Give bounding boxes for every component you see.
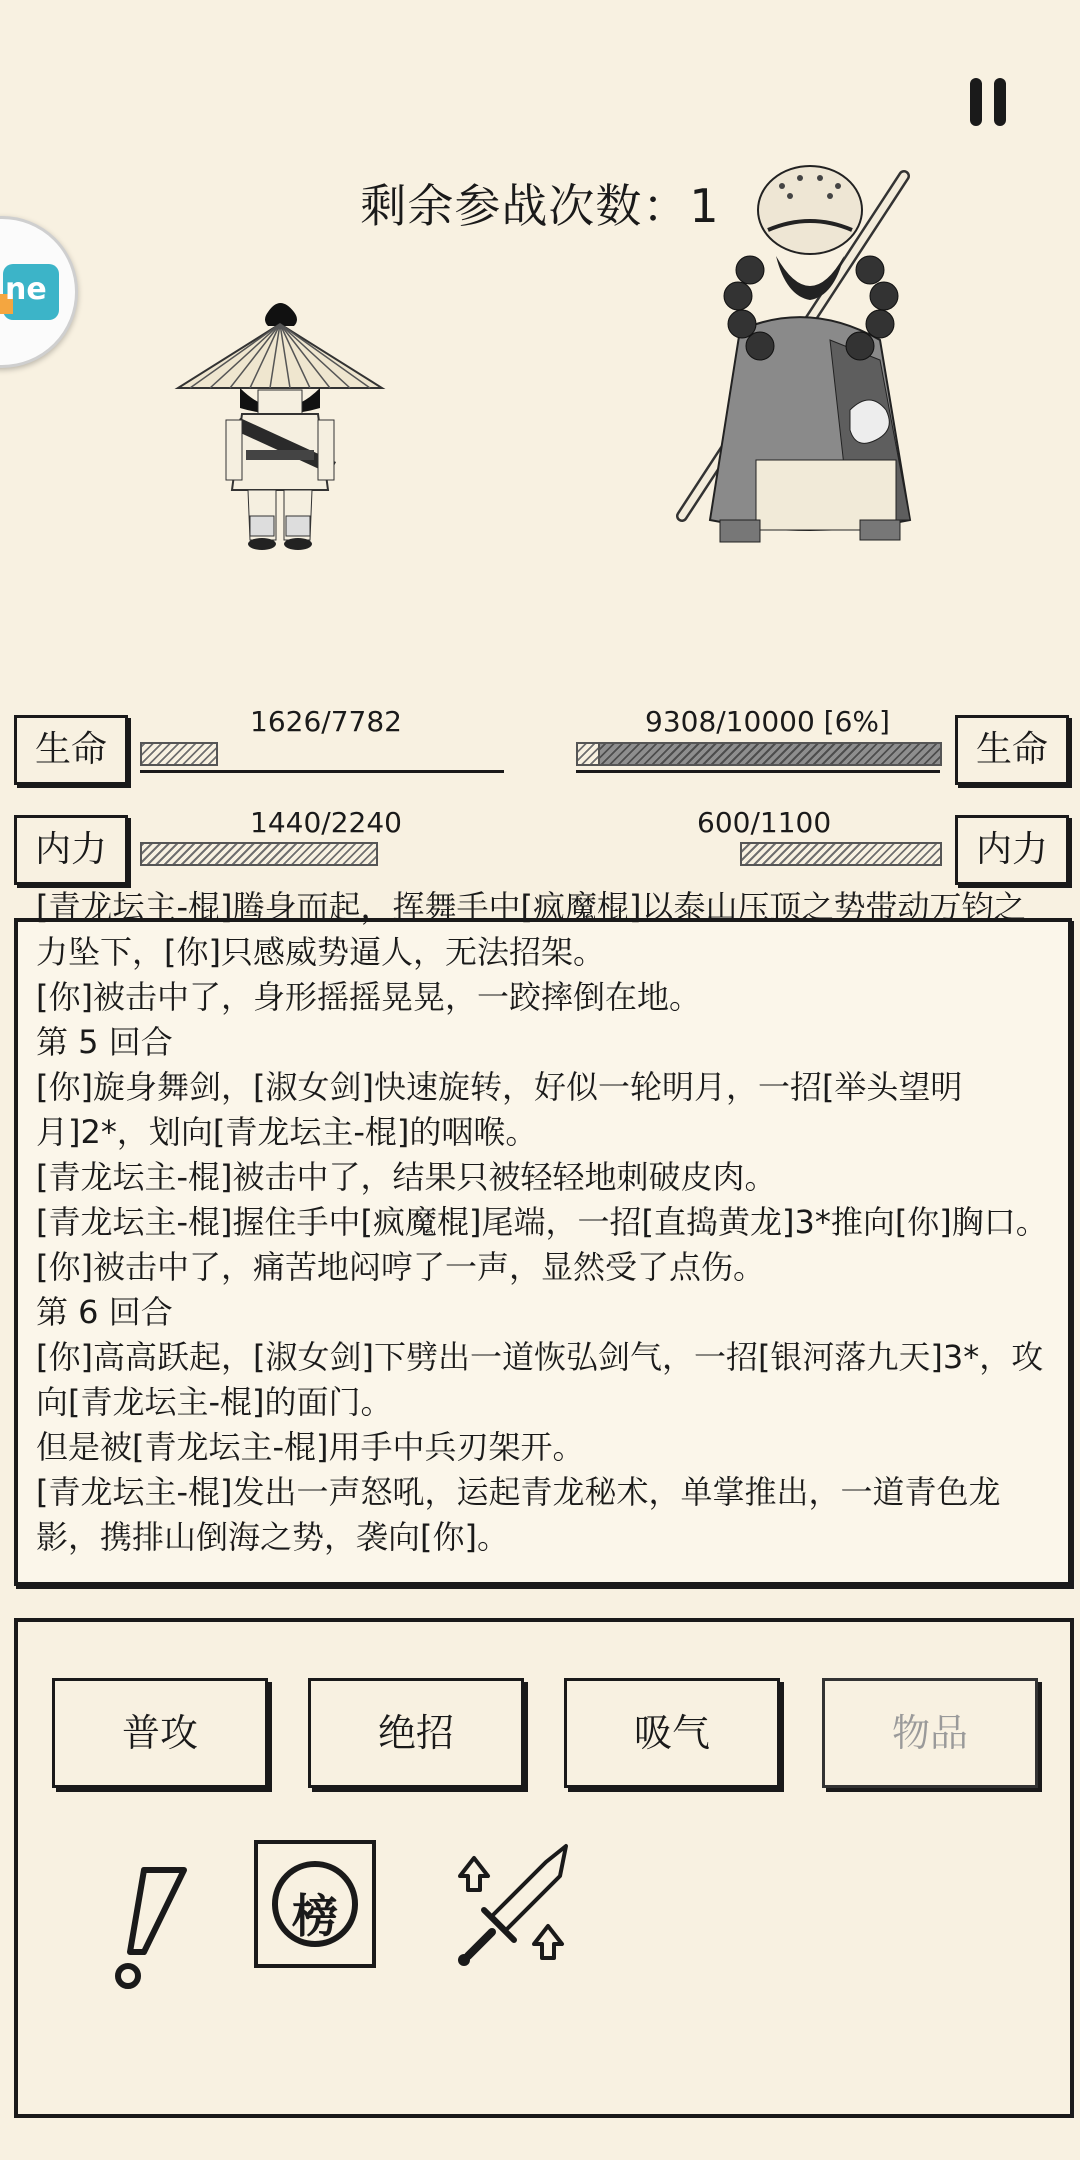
enemy-hp-bar-empty	[576, 742, 600, 766]
player-mp-label: 内力	[14, 815, 128, 885]
enemy-mp-bar	[740, 842, 942, 866]
player-hp-label: 生命	[14, 715, 128, 785]
enemy-character	[660, 160, 950, 560]
log-line: 但是被[青龙坛主-棍]用手中兵刃架开。	[36, 1428, 585, 1466]
log-line: [青龙坛主-棍]被击中了，结果只被轻轻地刺破皮肉。	[36, 1158, 777, 1196]
log-line: [你]被击中了，身形摇摇晃晃，一跤摔倒在地。	[36, 978, 701, 1016]
player-hp-value: 1626/7782	[250, 705, 402, 738]
log-line: [你]高高跃起，[淑女剑]下劈出一道恢弘剑气，一招[银河落九天]3*，攻	[36, 1338, 1044, 1376]
exclamation-icon[interactable]	[98, 1862, 198, 1992]
player-hp-bar	[140, 742, 218, 766]
enemy-hp-track	[576, 770, 940, 773]
enemy-hp-label: 生命	[955, 715, 1069, 785]
leaderboard-glyph: 榜	[292, 1889, 338, 1943]
items-button[interactable]: 物品	[822, 1678, 1038, 1788]
enemy-hp-bar	[598, 742, 942, 766]
log-line: [你]被击中了，痛苦地闷哼了一声，显然受了点伤。	[36, 1248, 765, 1286]
floating-app-bubble[interactable]	[0, 216, 78, 368]
attack-button[interactable]: 普攻	[52, 1678, 268, 1788]
player-hp-track	[140, 770, 504, 773]
pause-icon[interactable]	[968, 78, 1012, 128]
leaderboard-icon[interactable]	[250, 1836, 380, 1972]
remaining-battles: 剩余参战次数：1	[360, 179, 720, 233]
player-character	[170, 290, 390, 570]
app-logo-icon	[3, 264, 59, 320]
log-line: [青龙坛主-棍]腾身而起，挥舞手中[疯魔棍]以泰山压顶之势带动万钧之	[36, 888, 1026, 926]
ultimate-button[interactable]: 绝招	[308, 1678, 524, 1788]
log-line: 第 6 回合	[36, 1293, 173, 1331]
battle-log[interactable]	[14, 888, 1072, 1586]
action-panel	[14, 1618, 1074, 2118]
battle-log-content	[36, 885, 1050, 1560]
log-line: 力坠下，[你]只感威势逼人，无法招架。	[36, 933, 605, 971]
player-mp-bar	[140, 842, 378, 866]
enemy-mp-value: 600/1100	[697, 806, 832, 839]
log-line: [青龙坛主-棍]握住手中[疯魔棍]尾端，一招[直捣黄龙]3*推向[你]胸口。	[36, 1203, 1048, 1241]
log-line: [你]旋身舞剑，[淑女剑]快速旋转，好似一轮明月，一招[举头望明	[36, 1068, 963, 1106]
log-line: [青龙坛主-棍]发出一声怒吼，运起青龙秘术，单掌推出，一道青色龙	[36, 1473, 1001, 1511]
player-mp-value: 1440/2240	[250, 806, 402, 839]
breathe-button[interactable]: 吸气	[564, 1678, 780, 1788]
log-line: 月]2*，划向[青龙坛主-棍]的咽喉。	[36, 1113, 538, 1151]
log-line: 影，携排山倒海之势，袭向[你]。	[36, 1518, 509, 1556]
enemy-hp-value: 9308/10000 [6%]	[645, 705, 890, 738]
enemy-mp-label: 内力	[955, 815, 1069, 885]
log-line: 第 5 回合	[36, 1023, 173, 1061]
log-line: 向[青龙坛主-棍]的面门。	[36, 1383, 393, 1421]
sword-upgrade-icon[interactable]	[448, 1836, 588, 1986]
